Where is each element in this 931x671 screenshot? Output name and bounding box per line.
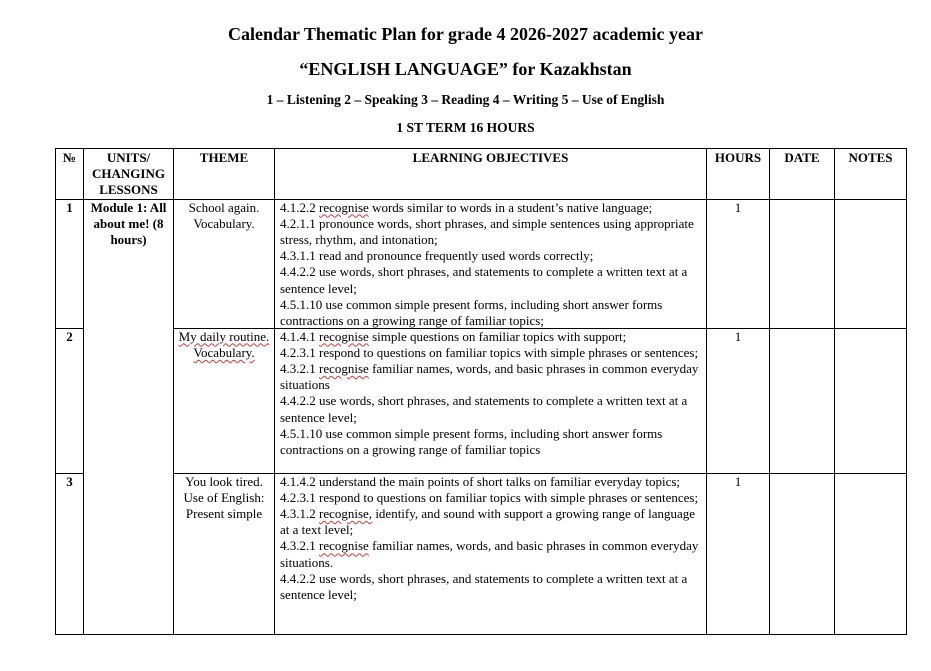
date-cell[interactable] xyxy=(770,473,835,634)
objective-item: 4.3.2.1 recognise familiar names, words, and basic phrases in common everyday situations xyxy=(280,361,699,393)
objective-item: 4.2.3.1 respond to questions on familiar topics with simple phrases or sentences; xyxy=(280,489,699,505)
document-subtitle: “ENGLISH LANGUAGE” for Kazakhstan xyxy=(299,59,632,79)
objective-item: 4.1.2.2 recognise words similar to words in a student’s native language; xyxy=(280,199,653,215)
table-row xyxy=(56,328,907,473)
document-title: Calendar Thematic Plan for grade 4 2026-2027 academic year xyxy=(228,24,703,44)
objective-item: 4.3.2.1 recognise familiar names, words, and basic phrases in common everyday situations. xyxy=(280,538,699,570)
notes-cell[interactable] xyxy=(835,199,907,328)
row-number: 3 xyxy=(56,473,84,634)
theme-cell: School again. Vocabulary. xyxy=(174,199,275,328)
objective-item: 4.2.3.1 respond to questions on familiar topics with simple phrases or sentences; xyxy=(280,344,699,360)
header-notes: NOTES xyxy=(835,149,907,200)
header-date: DATE xyxy=(770,149,835,200)
header-units: UNITS/ CHANGING LESSONS xyxy=(84,149,174,200)
objective-item: 4.3.1.2 recognise, identify, and sound with support a growing range of language at a text level; xyxy=(280,506,696,538)
objective-item: 4.1.4.2 understand the main points of short talks on familiar everyday topics; xyxy=(280,473,681,489)
objective-item: 4.3.1.1 read and pronounce frequently used words correctly; xyxy=(280,248,594,264)
objective-item: 4.2.1.1 pronounce words, short phrases, and simple sentences using appropriate stress, rhythm, and intonation; xyxy=(280,215,694,248)
notes-cell[interactable] xyxy=(835,328,907,473)
skills-legend: 1 – Listening 2 – Speaking 3 – Reading 4 – Writing 5 – Use of English xyxy=(266,92,665,107)
table-row xyxy=(56,473,907,634)
row-number: 1 xyxy=(56,199,84,328)
header-hours: HOURS xyxy=(707,149,770,200)
objective-item: 4.4.2.2 use words, short phrases, and statements to complete a written text at a sentence level; xyxy=(280,393,688,425)
objective-item: 4.4.2.2 use words, short phrases, and statements to complete a written text at a sentence level; xyxy=(280,570,688,603)
objective-item: 4.5.1.10 use common simple present forms, including short answer forms contractions on a growing range of familiar topics; xyxy=(280,296,663,328)
table-row xyxy=(56,199,907,328)
header-number: № xyxy=(56,149,84,200)
hours-cell: 1 xyxy=(707,473,770,634)
objective-item: 4.4.2.2 use words, short phrases, and statements to complete a written text at a sentence level; xyxy=(280,264,688,296)
thematic-plan-table xyxy=(55,148,907,635)
objectives-cell xyxy=(275,473,707,634)
objective-item: 4.1.4.1 recognise simple questions on familiar topics with support; xyxy=(280,328,627,344)
header-objectives: LEARNING OBJECTIVES xyxy=(275,149,707,200)
objective-item: 4.5.1.10 use common simple present forms, including short answer forms contractions on a growing range of familiar topics xyxy=(280,425,663,458)
objectives-cell xyxy=(275,328,707,473)
table-header-row xyxy=(56,149,907,200)
theme-cell: You look tired. Use of English: Present simple xyxy=(174,473,275,634)
objectives-cell xyxy=(275,199,707,328)
row-number: 2 xyxy=(56,328,84,473)
theme-cell: My daily routine. Vocabulary. xyxy=(174,328,275,473)
date-cell[interactable] xyxy=(770,328,835,473)
module-cell: Module 1: All about me! (8 hours) xyxy=(84,199,174,634)
header-theme: THEME xyxy=(174,149,275,200)
date-cell[interactable] xyxy=(770,199,835,328)
notes-cell[interactable] xyxy=(835,473,907,634)
term-heading: 1 ST TERM 16 HOURS xyxy=(396,120,535,135)
hours-cell: 1 xyxy=(707,328,770,473)
hours-cell: 1 xyxy=(707,199,770,328)
